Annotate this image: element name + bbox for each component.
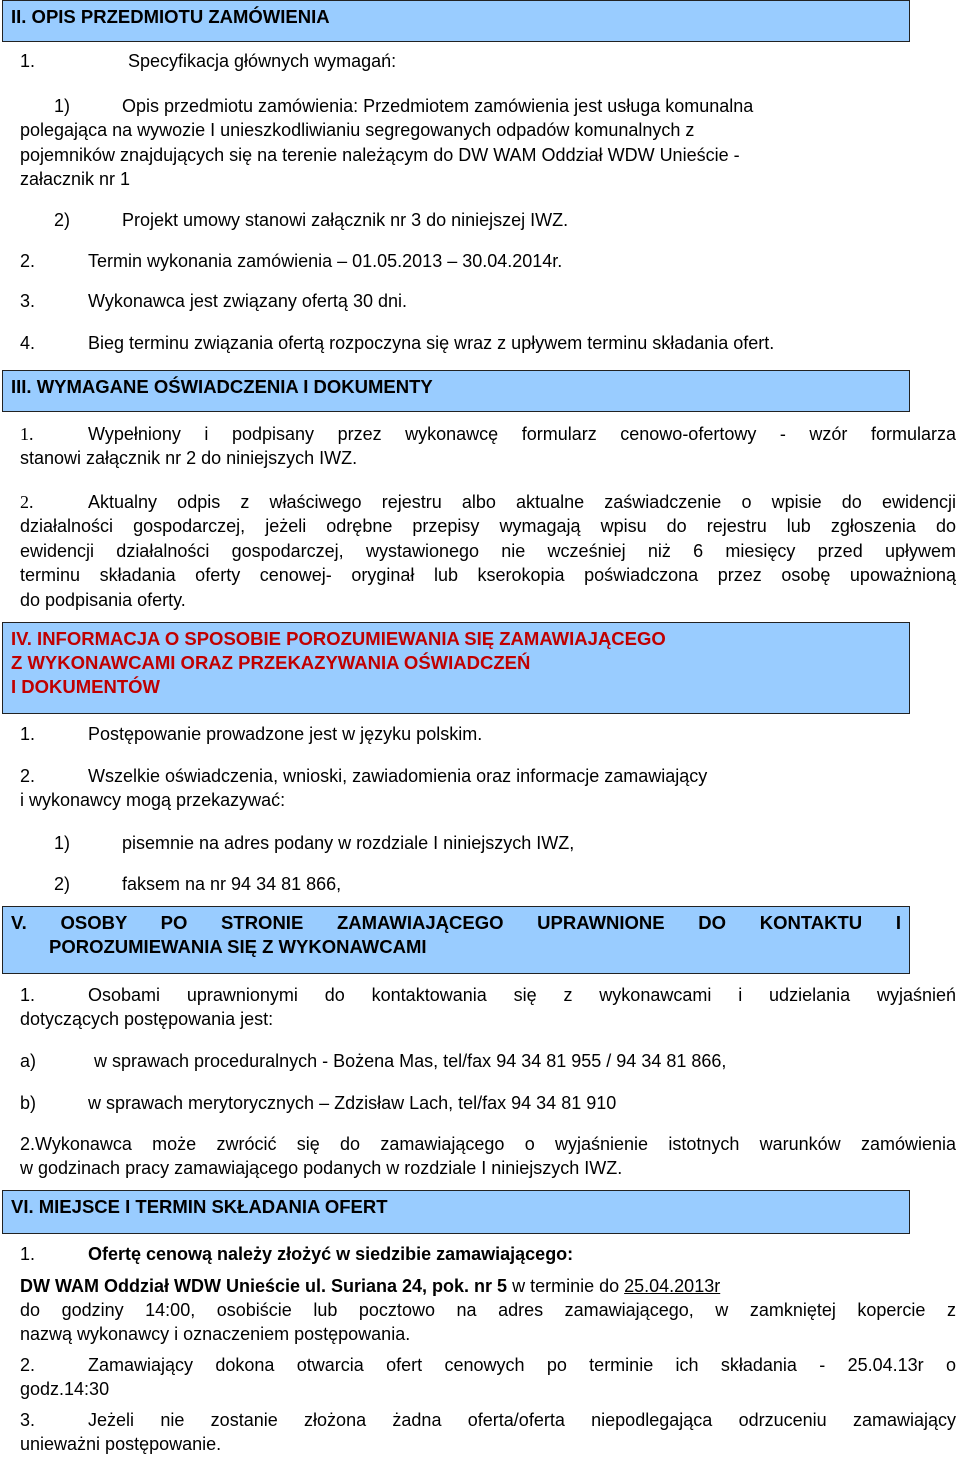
s6-address-bold: DW WAM Oddział WDW Unieście ul. Suriana 24, pok. nr 5 [20, 1276, 508, 1296]
s6-address-line-1 [20, 1275, 956, 1297]
section-4-header [2, 622, 910, 714]
item1-line-4: załacznik nr 1 [20, 169, 131, 189]
s6-address-deadline-label: w terminie do [507, 1276, 625, 1296]
s5-p2-line-1: 2.Wykonawca może zwrócić się do zamawiającego o wyjaśnienie istotnych warunków zamówienia [20, 1134, 956, 1154]
s6-p1-number: 1. [20, 1244, 36, 1264]
section-2-header: II. OPIS PRZEDMIOTU ZAMÓWIENIA [2, 0, 910, 42]
s4-i1-number: 1) [54, 833, 71, 853]
p2-text: Termin wykonania zamówienia – 01.05.2013 – 30.04.2014r. [88, 251, 563, 271]
section-3-header: III. WYMAGANE OŚWIADCZENIA I DOKUMENTY [2, 370, 910, 412]
s4-i1-text: pisemnie na adres podany w rozdziale I niniejszych IWZ, [122, 833, 575, 853]
item1-line-3: pojemników znajdujących się na terenie należącym do DW WAM Oddział WDW Unieście - [20, 145, 740, 165]
section-5-header [2, 906, 910, 974]
s3-p2-line-2: działalności gospodarczej, jeżeli odrębne przepisy wymagają wpisu do rejestru lub zgłoszenia do [20, 516, 956, 536]
spec-title: Specyfikacja głównych wymagań: [128, 51, 397, 71]
s5-a-text: w sprawach proceduralnych - Bożena Mas, tel/fax 94 34 81 955 / 94 34 81 866, [94, 1051, 727, 1071]
s6-address-date: 25.04.2013r [624, 1276, 721, 1296]
s6-address-line-2: do godziny 14:00, osobiście lub pocztowo na adres zamawiającego, w zamkniętej kopercie z [20, 1300, 956, 1320]
s4-p1-number: 1. [20, 724, 36, 744]
s3-p1-line-2: stanowi załącznik nr 2 do niniejszych IWZ. [20, 448, 358, 468]
s5-p1-line-1: Osobami uprawnionymi do kontaktowania się z wykonawcami i udzielania wyjaśnień [88, 985, 956, 1005]
s5-b-text: w sprawach merytorycznych – Zdzisław Lach, tel/fax 94 34 81 910 [88, 1093, 617, 1113]
s4-i2-number: 2) [54, 874, 71, 894]
s5-p1-line-2: dotyczących postępowania jest: [20, 1009, 274, 1029]
p4-text: Bieg terminu związania ofertą rozpoczyna się wraz z upływem terminu składania ofert. [88, 333, 775, 353]
p2-number: 2. [20, 251, 36, 271]
s3-p2-line-1: Aktualny odpis z właściwego rejestru albo aktualne zaświadczenie o wpisie do ewidencji [88, 492, 956, 512]
s3-p2-line-3: ewidencji działalności gospodarczej, wystawionego nie wcześniej niż 6 miesięcy przed upływem [20, 541, 956, 561]
s6-p1-title: Ofertę cenową należy złożyć w siedzibie zamawiającego: [88, 1244, 574, 1264]
s3-p2-line-4: terminu składania oferty cenowej- oryginał lub kserokopia poświadczona przez osobę upoważnioną [20, 565, 956, 585]
s6-p3-line-1: Jeżeli nie zostanie złożona żadna oferta/oferta niepodlegająca odrzuceniu zamawiający [88, 1410, 956, 1430]
s3-p1-number: 1. [20, 424, 34, 444]
item1-line-2: polegająca na wywozie I unieszkodliwianiu segregowanych odpadów komunalnych z [20, 120, 695, 140]
s3-p2-number: 2. [20, 492, 34, 512]
s6-p3-number: 3. [20, 1410, 36, 1430]
item2-text: Projekt umowy stanowi załącznik nr 3 do niniejszej IWZ. [122, 210, 569, 230]
s6-p3-line-2: unieważni postępowanie. [20, 1434, 222, 1454]
s3-p1-line-1: Wypełniony i podpisany przez wykonawcę formularz cenowo-ofertowy - wzór formularza [88, 424, 956, 444]
s5-p1-number: 1. [20, 985, 36, 1005]
item1-line-1: Opis przedmiotu zamówienia: Przedmiotem zamówienia jest usługa komunalna [122, 96, 754, 116]
s3-p2-line-5: do podpisania oferty. [20, 590, 186, 610]
s4-p1-text: Postępowanie prowadzone jest w języku polskim. [88, 724, 483, 744]
section-4-header-line-3: I DOKUMENTÓW [11, 676, 161, 697]
section-4-header-line-1: IV. INFORMACJA O SPOSOBIE POROZUMIEWANIA SIĘ ZAMAWIAJĄCEGO [11, 628, 666, 649]
item2-number: 2) [54, 210, 71, 230]
p3-number: 3. [20, 291, 36, 311]
s4-i2-text: faksem na nr 94 34 81 866, [122, 874, 342, 894]
s5-p2-line-2: w godzinach pracy zamawiającego podanych w rozdziale I niniejszych IWZ. [20, 1158, 623, 1178]
section-5-header-line-2: POROZUMIEWANIA SIĘ Z WYKONAWCAMI [49, 936, 427, 957]
section-5-header-line-1: V. OSOBY PO STRONIE ZAMAWIAJĄCEGO UPRAWNIONE DO KONTAKTU I [11, 912, 901, 933]
s4-p2-line-1: Wszelkie oświadczenia, wnioski, zawiadomienia oraz informacje zamawiający [88, 766, 708, 786]
s4-p2-line-2: i wykonawcy mogą przekazywać: [20, 790, 286, 810]
p3-text: Wykonawca jest związany ofertą 30 dni. [88, 291, 407, 311]
p4-number: 4. [20, 333, 36, 353]
section-6-header: VI. MIEJSCE I TERMIN SKŁADANIA OFERT [2, 1190, 910, 1234]
spec-number: 1. [20, 51, 36, 71]
s5-b-label: b) [20, 1093, 37, 1113]
item1-number: 1) [54, 96, 71, 116]
s6-p2-line-1: Zamawiający dokona otwarcia ofert cenowych po terminie ich składania - 25.04.13r o [88, 1355, 956, 1375]
s5-a-label: a) [20, 1051, 37, 1071]
s4-p2-number: 2. [20, 766, 36, 786]
section-4-header-line-2: Z WYKONAWCAMI ORAZ PRZEKAZYWANIA OŚWIADCZEŃ [11, 652, 531, 673]
s6-p2-line-2: godz.14:30 [20, 1379, 110, 1399]
s6-address-line-3: nazwą wykonawcy i oznaczeniem postępowania. [20, 1324, 411, 1344]
s6-p2-number: 2. [20, 1355, 36, 1375]
